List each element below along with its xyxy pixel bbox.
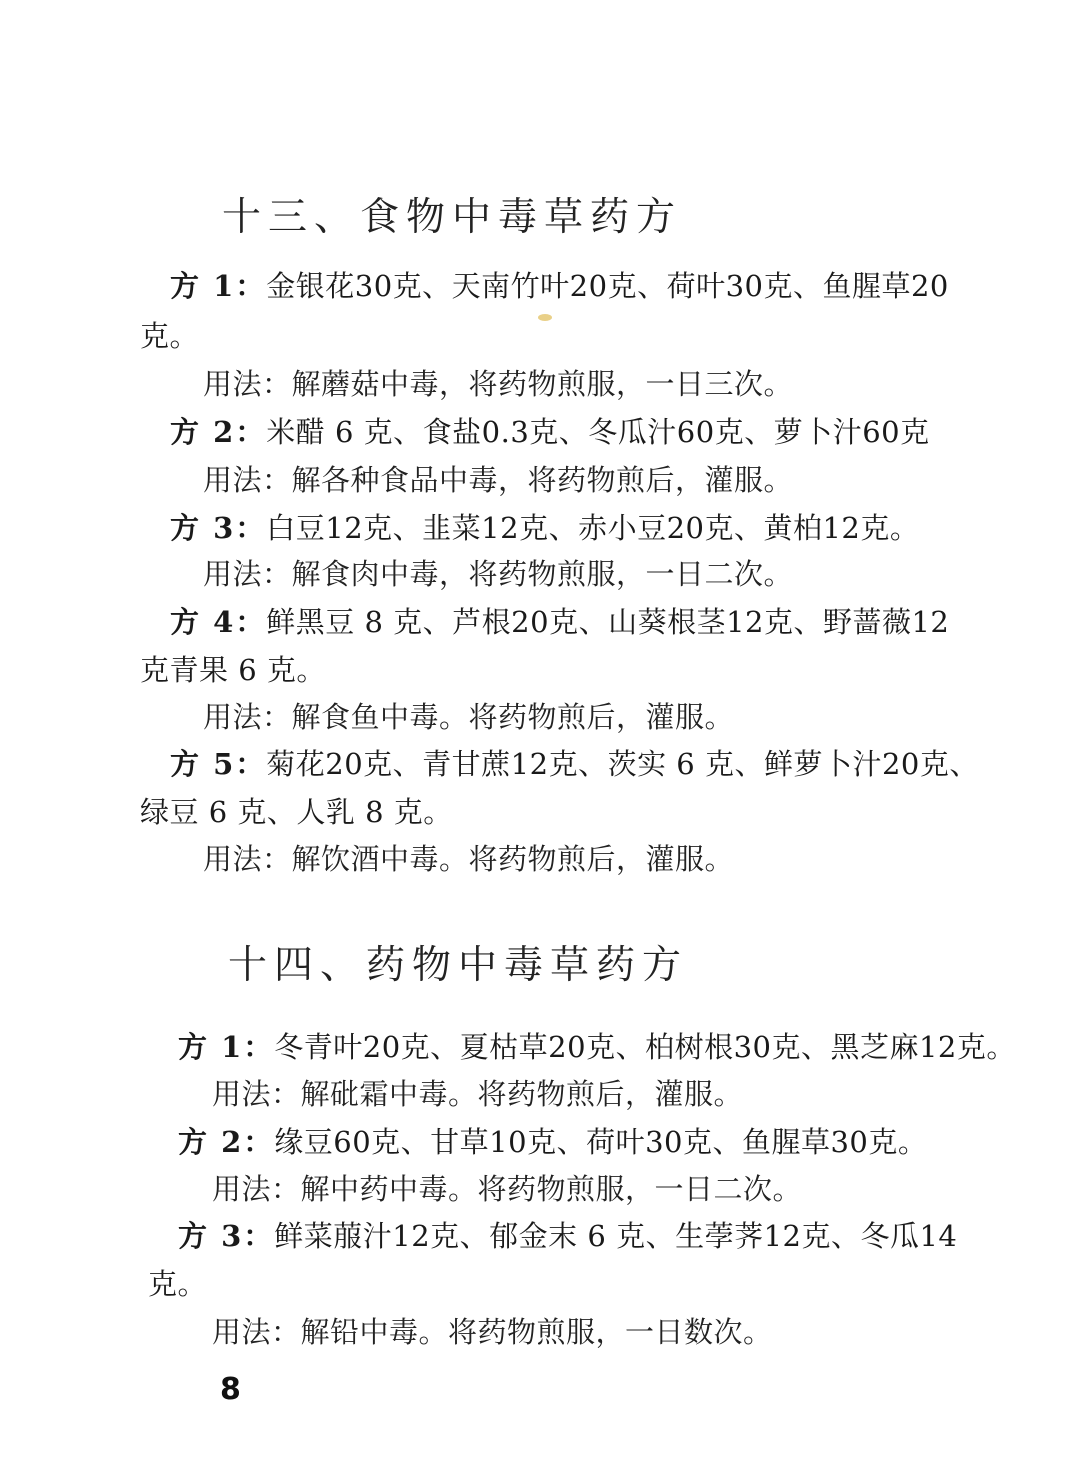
usage-line: 用法：解食鱼中毒。将药物煎后，灌服。 (203, 700, 735, 734)
recipe-line (170, 506, 919, 547)
recipe-continuation: 克青果 6 克。 (140, 653, 326, 687)
recipe-line (170, 264, 949, 305)
recipe-ingredients: 鲜黑豆 8 克、芦根20克、山葵根茎12克、野蔷薇12 (266, 605, 950, 639)
recipe-ingredients: 白豆12克、韭菜12克、赤小豆20克、黄柏12克。 (266, 511, 920, 545)
section-heading-drug-poisoning: 十四、药物中毒草药方 (228, 943, 689, 988)
usage-line: 用法：解砒霜中毒。将药物煎后，灌服。 (212, 1077, 744, 1111)
recipe-continuation: 绿豆 6 克、人乳 8 克。 (140, 795, 453, 829)
recipe-ingredients: 鲜菜菔汁12克、郁金末 6 克、生荸荠12克、冬瓜14 (274, 1219, 958, 1253)
recipe-label: 方 3： (178, 1219, 275, 1253)
recipe-line (178, 1025, 1016, 1066)
recipe-label: 方 1： (170, 269, 267, 303)
recipe-line (178, 1120, 927, 1161)
recipe-label: 方 5： (170, 747, 267, 781)
usage-line: 用法：解铅中毒。将药物煎服，一日数次。 (212, 1315, 773, 1349)
usage-line: 用法：解饮酒中毒。将药物煎后，灌服。 (203, 842, 735, 876)
print-smudge (538, 314, 552, 321)
recipe-label: 方 1： (178, 1030, 275, 1064)
usage-line: 用法：解各种食品中毒，将药物煎后，灌服。 (203, 463, 794, 497)
recipe-ingredients: 冬青叶20克、夏枯草20克、柏树根30克、黑芝麻12克。 (274, 1030, 1016, 1064)
recipe-label: 方 3： (170, 511, 267, 545)
recipe-ingredients: 金银花30克、天南竹叶20克、荷叶30克、鱼腥草20 (266, 269, 949, 303)
section-heading-food-poisoning: 十三、食物中毒草药方 (222, 195, 683, 240)
recipe-label: 方 2： (178, 1125, 275, 1159)
recipe-continuation: 克。 (148, 1267, 208, 1301)
recipe-line (178, 1214, 957, 1255)
recipe-line (170, 742, 979, 783)
usage-line: 用法：解中药中毒。将药物煎服，一日二次。 (212, 1172, 803, 1206)
recipe-label: 方 2： (170, 415, 267, 449)
page-number: 8 (220, 1372, 241, 1407)
usage-line: 用法：解蘑菇中毒，将药物煎服，一日三次。 (203, 367, 794, 401)
recipe-line (170, 410, 930, 451)
recipe-ingredients: 缘豆60克、甘草10克、荷叶30克、鱼腥草30克。 (274, 1125, 928, 1159)
usage-line: 用法：解食肉中毒，将药物煎服，一日二次。 (203, 557, 794, 591)
recipe-continuation: 克。 (140, 319, 200, 353)
recipe-ingredients: 米醋 6 克、食盐0.3克、冬瓜汁60克、萝卜汁60克 (266, 415, 930, 449)
recipe-ingredients: 菊花20克、青甘蔗12克、茨实 6 克、鲜萝卜汁20克、 (266, 747, 979, 781)
recipe-label: 方 4： (170, 605, 267, 639)
recipe-line (170, 600, 949, 641)
